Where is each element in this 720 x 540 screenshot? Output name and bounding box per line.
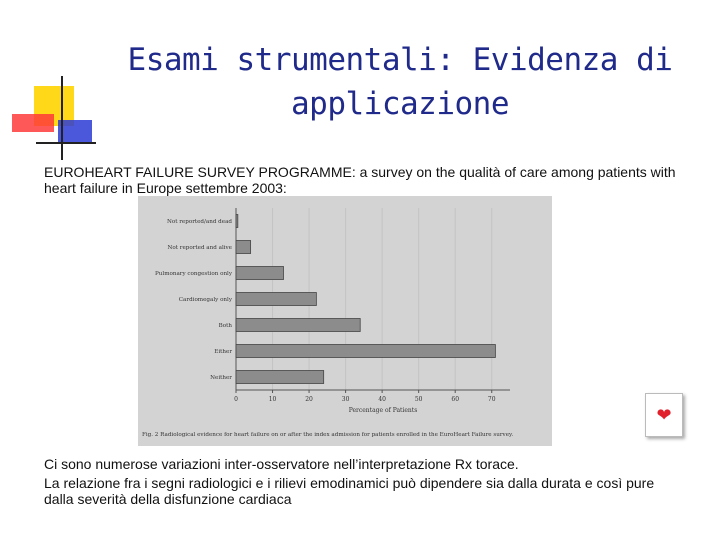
bar bbox=[236, 241, 251, 254]
category-label: Both bbox=[218, 323, 232, 329]
decorative-horizontal-line bbox=[36, 142, 96, 144]
bar-chart bbox=[138, 196, 552, 446]
category-label: Neither bbox=[210, 375, 232, 381]
x-axis-label: Percentage of Patients bbox=[348, 407, 418, 414]
heart-icon: ❤ bbox=[656, 404, 672, 425]
category-label: Pulmonary congestion only bbox=[155, 271, 232, 277]
bar bbox=[236, 215, 238, 228]
notes bbox=[44, 456, 684, 507]
category-label: Not reported and alive bbox=[167, 245, 232, 251]
slide-title bbox=[80, 38, 720, 126]
x-tick-label: 30 bbox=[341, 396, 350, 403]
heart-button[interactable] bbox=[645, 393, 683, 437]
note-variations: Ci sono numerose variazioni inter-osservatore nell’interpretazione Rx torace. bbox=[44, 456, 519, 472]
figure-caption: Fig. 2 Radiological evidence for heart failure on or after the index admission for patients enrolled in the EuroHeart Failure survey. bbox=[142, 432, 514, 438]
intro-text: EUROHEART FAILURE SURVEY PROGRAMME: a survey on the qualità of care among patients with heart failure in Europe settembre 2003: bbox=[44, 164, 676, 196]
slide-title-line1: Esami strumentali: Evidenza di bbox=[127, 42, 673, 78]
bar bbox=[236, 345, 495, 358]
x-tick-label: 40 bbox=[378, 396, 386, 403]
x-tick-label: 70 bbox=[487, 396, 496, 403]
slide-title-line2: applicazione bbox=[291, 86, 509, 122]
x-tick-label: 10 bbox=[268, 396, 277, 403]
bar bbox=[236, 319, 360, 332]
category-label: Not reported/and dead bbox=[166, 219, 232, 225]
category-label: Either bbox=[214, 349, 232, 355]
category-label: Cardiomegaly only bbox=[178, 297, 232, 303]
bar-chart-figure bbox=[138, 196, 552, 446]
x-tick-label: 60 bbox=[451, 396, 460, 403]
bar bbox=[236, 267, 283, 280]
x-tick-label: 50 bbox=[414, 396, 423, 403]
bar bbox=[236, 293, 316, 306]
note-relation: La relazione fra i segni radiologici e i rilievi emodinamici può dipendere sia dalla durata e così pure dalla severità della disfunzione cardiaca bbox=[44, 475, 655, 507]
x-tick-label: 0 bbox=[234, 396, 238, 403]
decorative-red-bar bbox=[12, 114, 54, 132]
bar bbox=[236, 371, 324, 384]
decorative-vertical-line bbox=[61, 76, 63, 160]
x-tick-label: 20 bbox=[305, 396, 313, 403]
